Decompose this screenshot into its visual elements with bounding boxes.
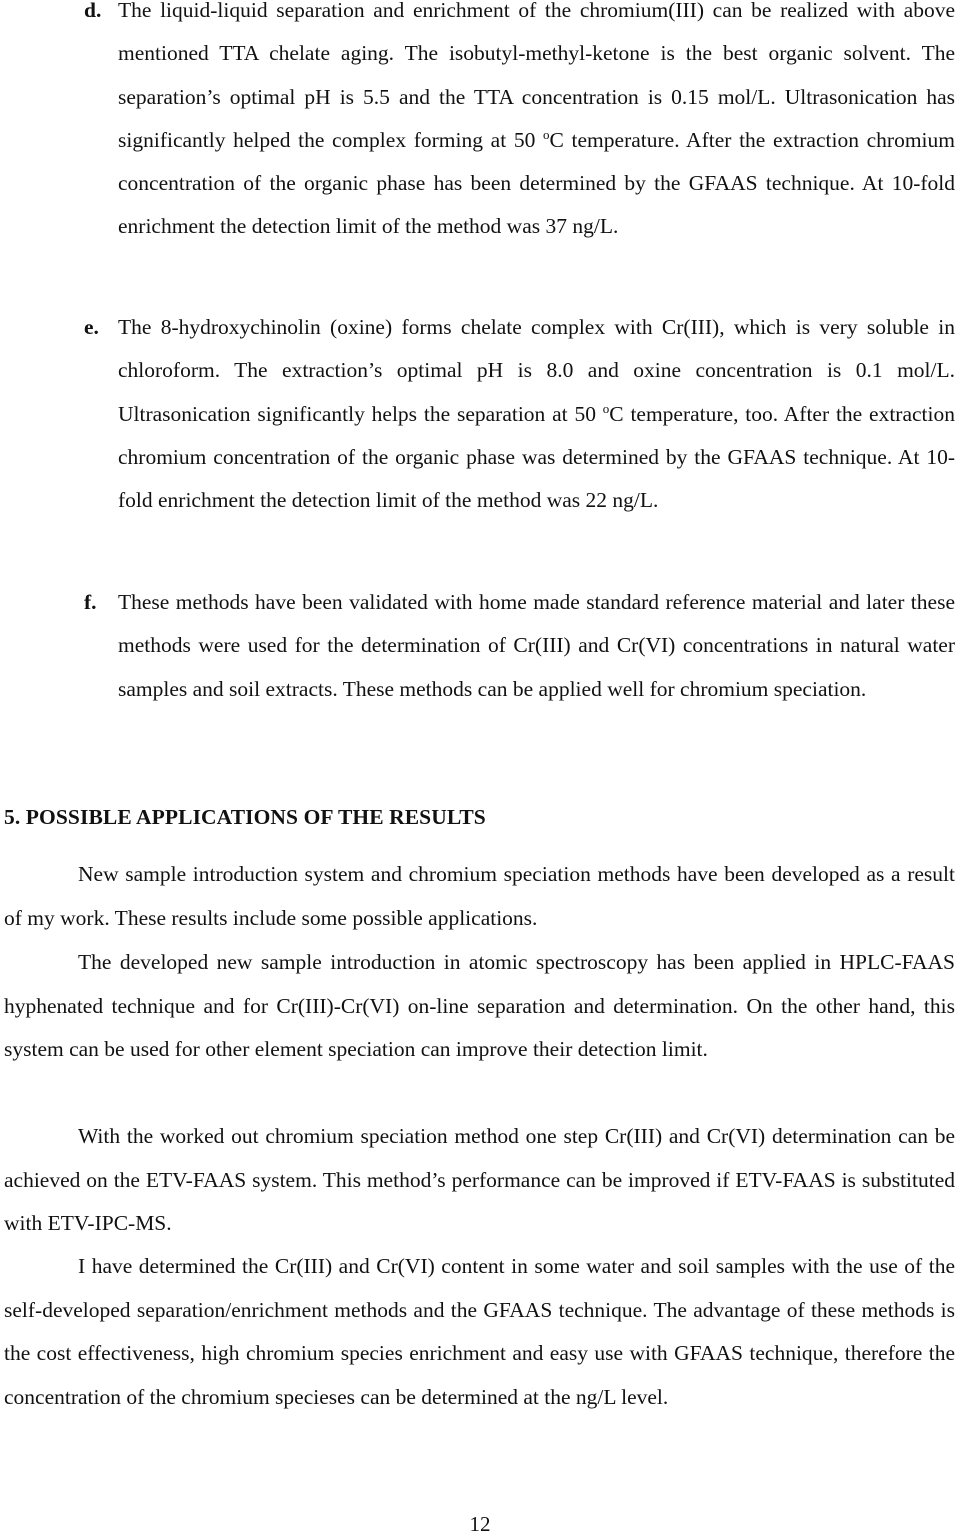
degree-superscript: o [602,400,610,416]
page-number: 12 [469,1512,491,1536]
body-paragraph: With the worked out chromium speciation method one step Cr(III) and Cr(VI) determination can be achieved on the ETV-FAAS system. This method’s performance can be improved if ETV-FAAS is substituted with ETV-IPC-MS. [4,1124,955,1235]
section-heading: 5. POSSIBLE APPLICATIONS OF THE RESULTS [4,805,486,829]
body-paragraph: I have determined the Cr(III) and Cr(VI) content in some water and soil samples with the use of the self-developed separation/enrichment methods and the GFAAS technique. The advantage of these methods is the cost effectiveness, high chromium species enrichment and easy use with GFAAS technique, therefore the concentration of the chromium specieses can be determined at the ng/L level. [4,1254,955,1409]
list-item-text-part: C temperature. After the extraction chromium concentration of the organic phase has been determined by the GFAAS technique. At 10-fold enrichment the detection limit of the method was 37 ng/L. [118,127,955,239]
list-item-label: f. [84,590,97,614]
list-item-text-part: The 8-hydroxychinolin (oxine) forms chelate complex with Cr(III), which is very soluble in chloroform. The extraction’s optimal pH is 8.0 and oxine concentration is 0.1 mol/L. Ultrasonication significantly helps the separation at 50 [118,315,955,426]
degree-superscript: o [543,126,550,142]
body-paragraph: New sample introduction system and chromium speciation methods have been developed as a result of my work. These results include some possible applications. [4,862,955,930]
list-item-text-part: C temperature, too. After the extraction chromium concentration of the organic phase was determined by the GFAAS technique. At 10-fold enrichment the detection limit of the method was 22 ng/L. [118,401,956,513]
list-item-label: d. [84,0,102,22]
list-item-text: These methods have been validated with home made standard reference material and later these methods were used for the determination of Cr(III) and Cr(VI) concentrations in natural water samples and soil extracts. These methods can be applied well for chromium speciation. [118,590,955,701]
list-item-text [118,0,955,249]
list-item-label: e. [84,315,99,339]
list-item-text-part: The liquid-liquid separation and enrichment of the chromium(III) can be realized with above mentioned TTA chelate aging. The isobutyl-methyl-ketone is the best organic solvent. The separation’s optimal pH is 5.5 and the TTA concentration is 0.15 mol/L. Ultrasonication has significantly helped the complex forming at 50 [118,0,955,152]
body-paragraph: The developed new sample introduction in atomic spectroscopy has been applied in HPLC-FAAS hyphenated technique and for Cr(III)-Cr(VI) on-line separation and determination. On the other hand, this system can be used for other element speciation can improve their detection limit. [4,950,955,1061]
list-item-text [118,306,955,522]
